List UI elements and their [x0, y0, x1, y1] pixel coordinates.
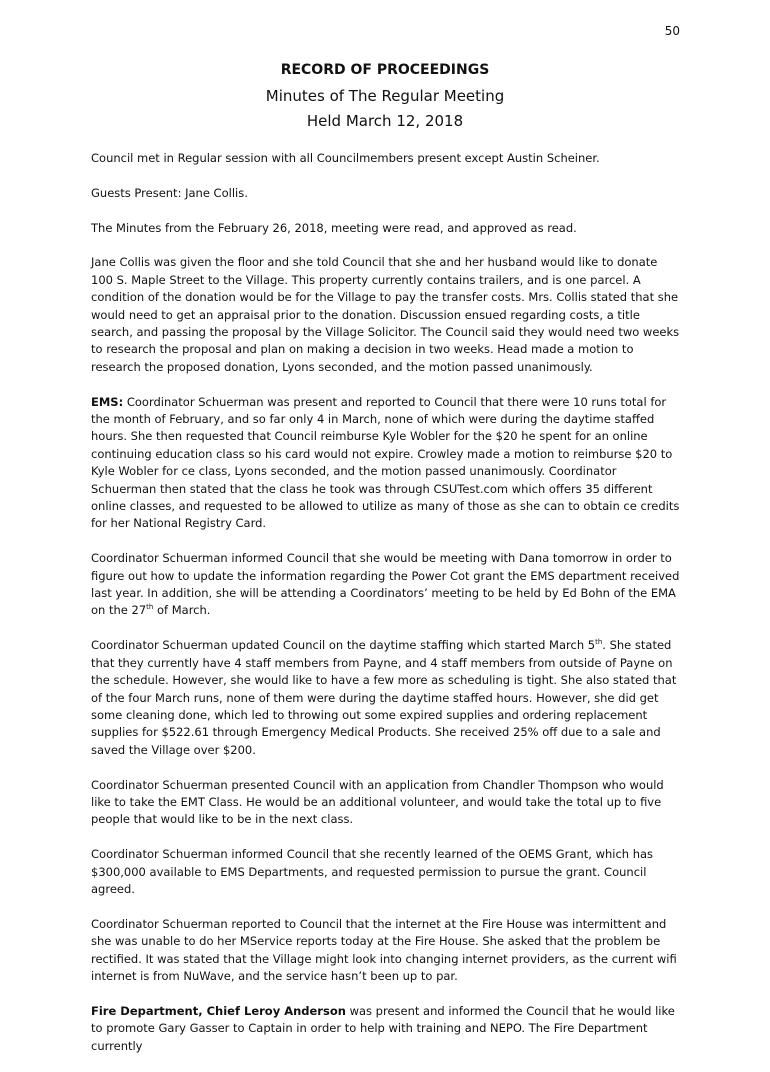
minutes-body — [91, 150, 681, 1072]
fire-department-paragraph — [91, 1003, 681, 1055]
guests-paragraph: Guests Present: Jane Collis. — [91, 185, 248, 200]
minutes-approval-paragraph: The Minutes from the February 26, 2018, meeting were read, and approved as read. — [91, 220, 577, 235]
fire-department-text: was present and informed the Council that he would like to promote Gary Gasser to Captain in order to help with training and NEPO. The Fire Department currently — [91, 1003, 675, 1053]
emt-application-paragraph: Coordinator Schuerman presented Council with an application from Chandler Thompson who would like to take the EMT Class. He would be an additional volunteer, and would take the total up to five people that would like to be in the next class. — [91, 777, 664, 827]
donation-paragraph: Jane Collis was given the floor and she told Council that she and her husband would like to donate 100 S. Maple Street to the Village. This property currently contains trailers, and is one parcel. A condition of the donation would be for the Village to pay the transfer costs. Mrs. Collis stated that she would need to get an appraisal prior to the donation. Discussion ensued regarding costs, a title search, and passing the proposal by the Village Solicitor. The Council said they would need two weeks to research the proposal and plan on making a decision in two weeks. Head made a motion to research the proposed donation, Lyons seconded, and the motion passed unanimously. — [91, 255, 680, 374]
ems-label: EMS: — [91, 394, 124, 409]
oems-grant-paragraph: Coordinator Schuerman informed Council that she recently learned of the OEMS Grant, which has $300,000 available to EMS Departments, and requested permission to pursue the grant. Council agreed. — [91, 847, 654, 896]
staffing-paragraph — [91, 637, 681, 759]
ordinal-suffix: th — [595, 638, 603, 647]
power-cot-text: Coordinator Schuerman informed Council that she would be meeting with Dana tomorrow in order to figure out how to update the information regarding the Power Cot grant the EMS department received last year. In addition, she will be attending a Coordinators’ meeting to be held by Ed Bohn of the EMA on the 27 — [91, 551, 680, 618]
power-cot-paragraph — [91, 550, 681, 620]
meeting-date: Held March 12, 2018 — [306, 112, 464, 130]
document-subtitle: Minutes of The Regular Meeting — [265, 87, 505, 105]
ems-text: Coordinator Schuerman was present and reported to Council that there were 10 runs total for the month of February, and so far only 4 in March, none of which were during the daytime staffed hours. She then requested that Council reimburse Kyle Wobler for the $20 he spent for an online continuing education class so his card would not expire. Crowley made a motion to reimburse $20 to Kyle Wobler for ce class, Lyons seconded, and the motion passed unanimously. Coordinator Schuerman then stated that the class he took was through CSUTest.com which offers 35 different online classes, and requested to be allowed to utilize as many of those as she can to obtain ce credits for her National Registry Card. — [91, 394, 680, 531]
document-header — [0, 60, 770, 134]
fire-department-label: Fire Department, Chief Leroy Anderson — [91, 1003, 346, 1018]
document-title: RECORD OF PROCEEDINGS — [280, 62, 490, 78]
staffing-text: Coordinator Schuerman updated Council on the daytime staffing which started March 5 — [91, 638, 596, 653]
internet-paragraph: Coordinator Schuerman reported to Council that the internet at the Fire House was intermittent and she was unable to do her MService reports today at the Fire House. She asked that the problem be rectified. It was stated that the Village might look into changing internet providers, as the current wifi internet is from NuWave, and the service hasn’t been up to par. — [91, 916, 677, 983]
power-cot-text-end: of March. — [153, 603, 211, 618]
ems-paragraph — [91, 394, 681, 533]
staffing-text-end: . She stated that they currently have 4 staff members from Payne, and 4 staff members from outside of Payne on the schedule. However, she would like to have a few more as scheduling is tight. She also stated that of the four March runs, none of them were during the daytime staffed hours. However, she did get some cleaning done, which led to throwing out some expired supplies and ordering replacement supplies for $522.61 through Emergency Medical Products. She received 25% off due to a sale and saved the Village over $200. — [91, 638, 677, 757]
page-number: 50 — [664, 24, 680, 38]
attendance-paragraph: Council met in Regular session with all Councilmembers present except Austin Scheiner. — [91, 151, 600, 165]
ordinal-suffix: th — [146, 603, 154, 612]
